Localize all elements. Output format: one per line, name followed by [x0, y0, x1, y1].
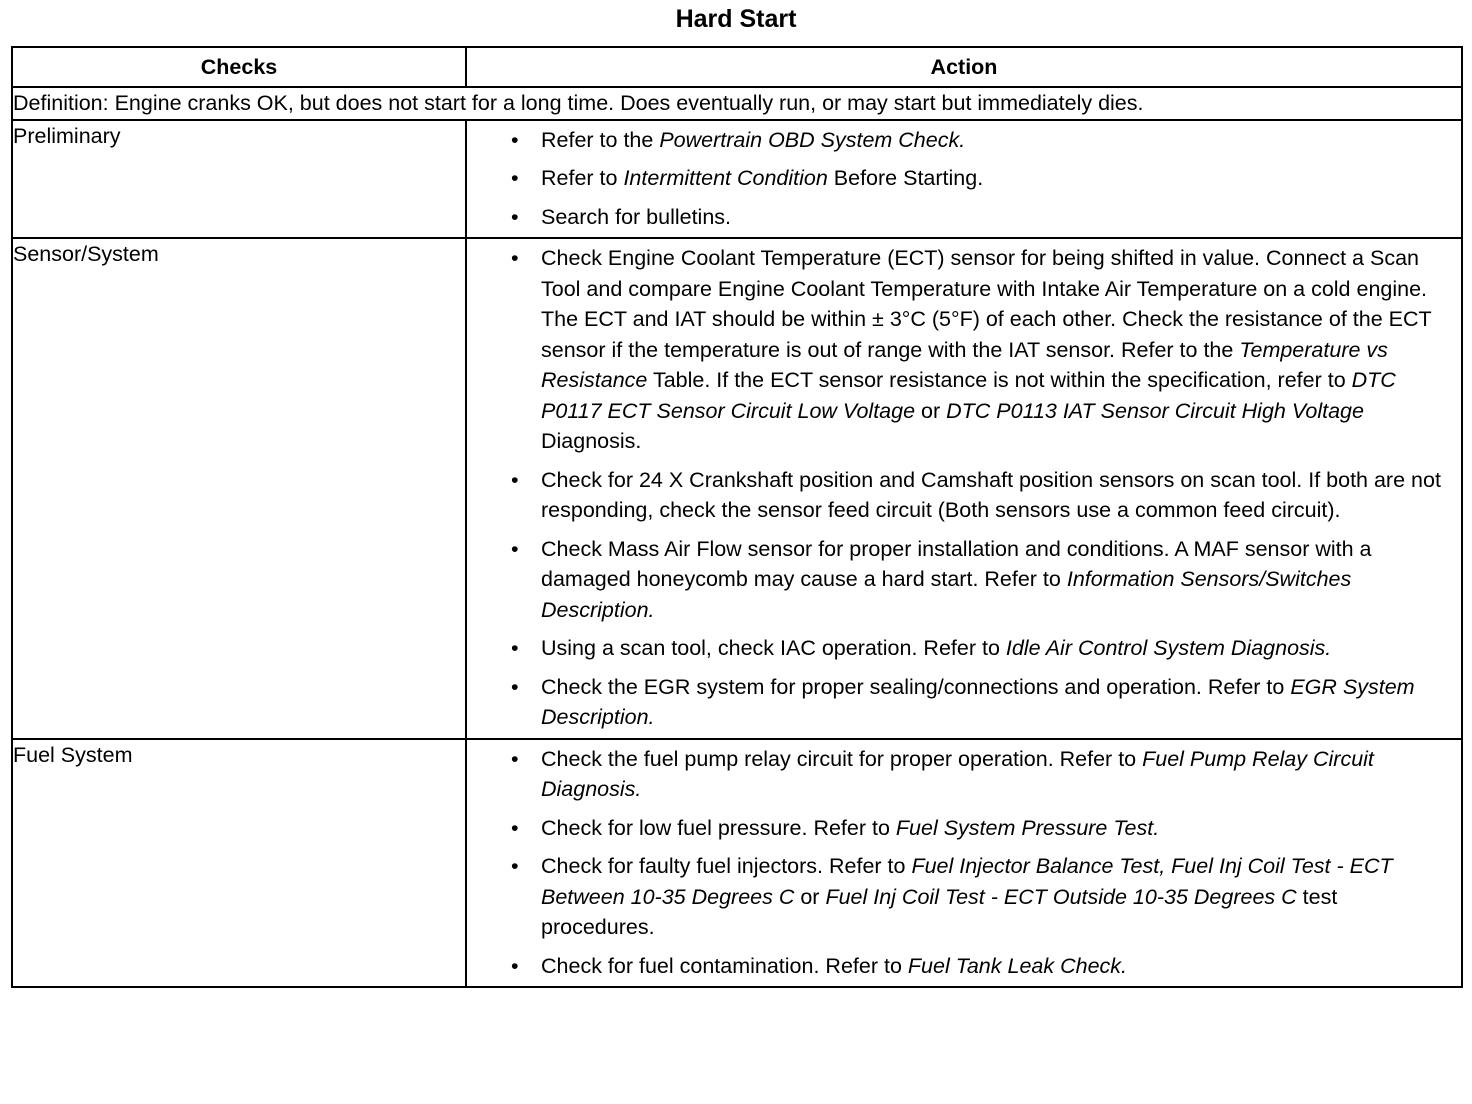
action-item [511, 243, 1455, 457]
bullet-icon: • [511, 204, 519, 229]
action-text: Check the EGR system for proper sealing/connections and operation. Refer to [541, 674, 1291, 699]
reference-link-text: Fuel Tank Leak Check. [907, 953, 1127, 978]
reference-link-text: Information Sensors/Switches Description. [541, 567, 1352, 622]
reference-link-text: Fuel Pump Relay Circuit Diagnosis. [541, 746, 1374, 801]
bullet-icon: • [511, 815, 519, 840]
table-row [12, 238, 1462, 739]
check-category: Fuel System [12, 739, 466, 988]
action-text: or [794, 884, 826, 909]
action-item [511, 465, 1455, 526]
bullet-icon: • [511, 127, 519, 152]
bullet-icon: • [511, 467, 519, 492]
bullet-icon: • [511, 953, 519, 978]
bullet-icon: • [511, 636, 519, 660]
action-text: Check for fuel contamination. Refer to [541, 953, 908, 978]
action-item [511, 813, 1455, 844]
action-cell [466, 238, 1462, 739]
action-text: Refer to [541, 166, 624, 190]
action-text: Check the fuel pump relay circuit for proper operation. Refer to [541, 746, 1143, 771]
action-item [511, 633, 1455, 664]
reference-link-text: EGR System Description. [541, 674, 1415, 729]
action-text: test procedures. [541, 884, 1338, 939]
action-cell [466, 739, 1462, 988]
action-list [467, 121, 1461, 238]
action-list [467, 740, 1461, 987]
table-header-row [12, 47, 1462, 87]
action-text: Before Starting. [827, 166, 984, 190]
reference-link-text: Powertrain OBD System Check. [659, 127, 966, 152]
reference-link-text: Idle Air Control System Diagnosis. [1005, 636, 1332, 660]
action-item [511, 202, 1455, 233]
table-row [12, 739, 1462, 988]
definition-row [12, 87, 1462, 120]
action-text: Check for low fuel pressure. Refer to [541, 815, 896, 840]
check-category: Preliminary [12, 120, 466, 239]
action-item [511, 163, 1455, 194]
action-item [511, 744, 1455, 805]
reference-link-text: DTC P0113 IAT Sensor Circuit High Voltage [946, 398, 1364, 423]
reference-link-text: Temperature vs Resistance [541, 337, 1388, 392]
action-list [467, 239, 1461, 738]
action-item [511, 534, 1455, 626]
bullet-icon: • [511, 536, 519, 561]
reference-link-text: DTC P0117 ECT Sensor Circuit Low Voltage [541, 368, 1396, 423]
action-text: Refer to the [541, 127, 660, 152]
bullet-icon: • [511, 746, 519, 771]
action-text: Table. If the ECT sensor resistance is not within the specification, refer to [647, 368, 1352, 392]
action-text: Check Engine Coolant Temperature (ECT) sensor for being shifted in value. Connect a Scan Tool and compare Engine Coolant Temperature with Intake Air Temperature on a cold engine. The ECT and IAT should be within ± 3°C (5°F) of each other. Check the resistance of the ECT sensor if the temperature is out of range with the IAT sensor. Refer to the [541, 246, 1432, 362]
action-item [511, 951, 1455, 982]
definition-text: Definition: Engine cranks OK, but does not start for a long time. Does eventually run, or may start but immediately dies. [12, 87, 1462, 120]
action-text: Check for 24 X Crankshaft position and Camshaft position sensors on scan tool. If both are not responding, check the sensor feed circuit (Both sensors use a common feed circuit). [541, 467, 1441, 522]
action-text: Check Mass Air Flow sensor for proper installation and conditions. A MAF sensor with a damaged honeycomb may cause a hard start. Refer to [541, 536, 1372, 591]
action-item [511, 851, 1455, 943]
action-text: Diagnosis. [541, 429, 642, 453]
hard-start-table [11, 46, 1463, 988]
reference-link-text: Fuel Injector Balance Test, Fuel Inj Coil Test - ECT Between 10-35 Degrees C [541, 854, 1393, 909]
page-title: Hard Start [675, 5, 797, 33]
check-category: Sensor/System [12, 238, 466, 739]
bullet-icon: • [511, 854, 519, 878]
table-row [12, 120, 1462, 239]
action-text: Search for bulletins. [541, 204, 732, 229]
reference-link-text: Fuel Inj Coil Test - ECT Outside 10-35 Degrees C [825, 884, 1297, 909]
action-item [511, 125, 1455, 156]
checks-column-header: Checks [12, 47, 466, 87]
table-body [12, 87, 1462, 987]
action-item [511, 672, 1455, 733]
action-column-header: Action [466, 47, 1462, 87]
bullet-icon: • [511, 674, 519, 699]
action-text: Check for faulty fuel injectors. Refer to [541, 854, 912, 878]
action-text: or [915, 398, 947, 423]
action-text: Using a scan tool, check IAC operation. Refer to [541, 636, 1006, 660]
bullet-icon: • [511, 246, 519, 270]
reference-link-text: Fuel System Pressure Test. [895, 815, 1160, 840]
action-cell [466, 120, 1462, 239]
bullet-icon: • [511, 166, 519, 190]
reference-link-text: Intermittent Condition [623, 166, 828, 190]
